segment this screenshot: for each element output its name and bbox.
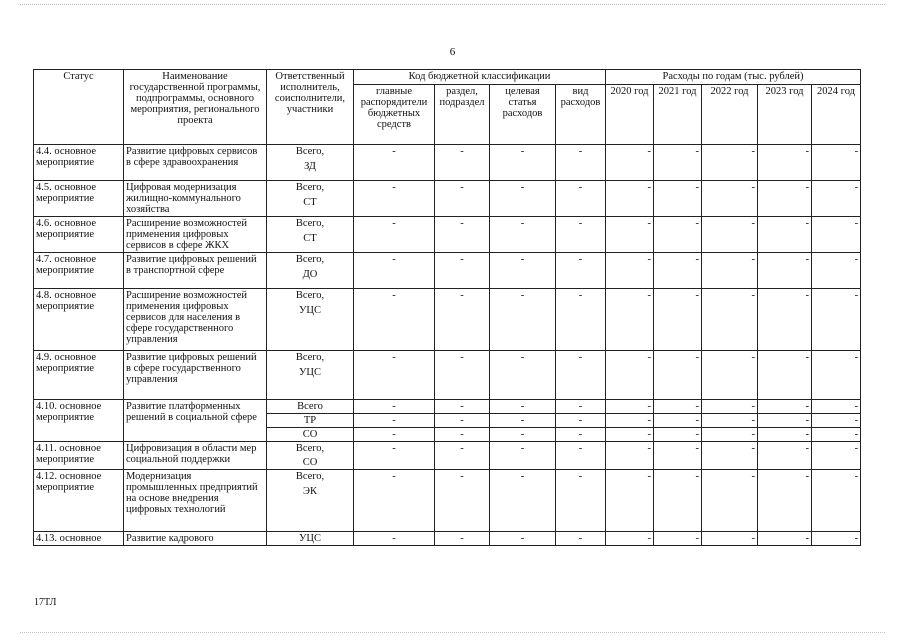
- row-executor: Всего: [267, 400, 354, 414]
- cell-section: -: [435, 428, 490, 442]
- cell-2023: -: [758, 428, 812, 442]
- cell-grbs: -: [354, 289, 435, 351]
- cell-2022: -: [702, 351, 758, 400]
- cell-2020: -: [606, 442, 654, 470]
- cell-2023: -: [758, 217, 812, 253]
- cell-2022: -: [702, 400, 758, 414]
- table-row: [34, 181, 861, 217]
- cell-2020: -: [606, 181, 654, 217]
- table-row: [34, 400, 861, 414]
- cell-2024: -: [812, 351, 861, 400]
- row-name: Развитие платформенных решений в социальной сфере: [124, 400, 267, 442]
- cell-2020: -: [606, 532, 654, 546]
- header-year-2024: 2024 год: [812, 85, 861, 145]
- header-name: Наименование государственной программы, подпрограммы, основного мероприятия, регионального проекта: [124, 70, 267, 145]
- row-status: 4.4. основное мероприятие: [34, 145, 124, 181]
- row-executor: Всего, ЗД: [267, 145, 354, 181]
- row-status: 4.6. основное мероприятие: [34, 217, 124, 253]
- cell-2021: -: [654, 351, 702, 400]
- cell-2021: -: [654, 145, 702, 181]
- cell-2022: -: [702, 289, 758, 351]
- header-budget-code: Код бюджетной классификации: [354, 70, 606, 85]
- cell-target: -: [490, 289, 556, 351]
- cell-2020: -: [606, 351, 654, 400]
- row-name: Модернизация промышленных предприятий на основе внедрения цифровых технологий: [124, 470, 267, 532]
- cell-2020: -: [606, 289, 654, 351]
- row-executor: ТР: [267, 414, 354, 428]
- header-year-2021: 2021 год: [654, 85, 702, 145]
- cell-type: -: [556, 217, 606, 253]
- cell-section: -: [435, 351, 490, 400]
- cell-type: -: [556, 428, 606, 442]
- cell-2023: -: [758, 289, 812, 351]
- cell-2024: -: [812, 253, 861, 289]
- header-year-2022: 2022 год: [702, 85, 758, 145]
- cell-type: -: [556, 145, 606, 181]
- footer-code: 17ТЛ: [34, 597, 57, 608]
- cell-2020: -: [606, 145, 654, 181]
- cell-2023: -: [758, 181, 812, 217]
- header-code-type: вид расходов: [556, 85, 606, 145]
- header-code-target: целевая статья расходов: [490, 85, 556, 145]
- cell-type: -: [556, 442, 606, 470]
- cell-grbs: -: [354, 470, 435, 532]
- cell-grbs: -: [354, 442, 435, 470]
- table-row: [34, 253, 861, 289]
- table-row: [34, 145, 861, 181]
- cell-target: -: [490, 217, 556, 253]
- cell-2022: -: [702, 442, 758, 470]
- cell-section: -: [435, 414, 490, 428]
- cell-2021: -: [654, 181, 702, 217]
- table-row: [34, 217, 861, 253]
- scan-edge-bottom: [20, 632, 885, 634]
- row-name: Цифровая модернизация жилищно-коммунального хозяйства: [124, 181, 267, 217]
- cell-target: -: [490, 428, 556, 442]
- cell-2024: -: [812, 442, 861, 470]
- header-executor: Ответственный исполнитель, соисполнители, участники: [267, 70, 354, 145]
- row-status: 4.12. основное мероприятие: [34, 470, 124, 532]
- row-executor: Всего, ЭК: [267, 470, 354, 532]
- cell-target: -: [490, 442, 556, 470]
- cell-2022: -: [702, 414, 758, 428]
- cell-type: -: [556, 253, 606, 289]
- row-executor: Всего, УЦС: [267, 289, 354, 351]
- header-expenses: Расходы по годам (тыс. рублей): [606, 70, 861, 85]
- cell-section: -: [435, 289, 490, 351]
- cell-grbs: -: [354, 351, 435, 400]
- row-name: Цифровизация в области мер социальной поддержки: [124, 442, 267, 470]
- cell-2023: -: [758, 400, 812, 414]
- cell-2024: -: [812, 400, 861, 414]
- cell-2023: -: [758, 470, 812, 532]
- cell-section: -: [435, 217, 490, 253]
- header-year-2020: 2020 год: [606, 85, 654, 145]
- cell-target: -: [490, 400, 556, 414]
- row-status: 4.9. основное мероприятие: [34, 351, 124, 400]
- cell-2021: -: [654, 289, 702, 351]
- cell-target: -: [490, 253, 556, 289]
- cell-target: -: [490, 470, 556, 532]
- header-status: Статус: [34, 70, 124, 145]
- row-status: 4.11. основное мероприятие: [34, 442, 124, 470]
- row-name: Расширение возможностей применения цифровых сервисов для населения в сфере государственного управления: [124, 289, 267, 351]
- cell-type: -: [556, 400, 606, 414]
- row-name: Развитие цифровых решений в транспортной сфере: [124, 253, 267, 289]
- cell-type: -: [556, 470, 606, 532]
- table-row: [34, 532, 861, 546]
- cell-2021: -: [654, 442, 702, 470]
- cell-2021: -: [654, 414, 702, 428]
- cell-2020: -: [606, 428, 654, 442]
- cell-2024: -: [812, 470, 861, 532]
- row-status: 4.7. основное мероприятие: [34, 253, 124, 289]
- cell-target: -: [490, 351, 556, 400]
- cell-2020: -: [606, 400, 654, 414]
- row-name: Расширение возможностей применения цифровых сервисов в сфере ЖКХ: [124, 217, 267, 253]
- cell-2022: -: [702, 470, 758, 532]
- cell-target: -: [490, 532, 556, 546]
- cell-2023: -: [758, 351, 812, 400]
- cell-2020: -: [606, 217, 654, 253]
- cell-2022: -: [702, 181, 758, 217]
- cell-grbs: -: [354, 428, 435, 442]
- header-code-grbs: главные распорядители бюджетных средств: [354, 85, 435, 145]
- cell-2024: -: [812, 145, 861, 181]
- cell-2021: -: [654, 217, 702, 253]
- budget-table: [33, 69, 861, 546]
- cell-type: -: [556, 289, 606, 351]
- cell-section: -: [435, 145, 490, 181]
- row-executor: УЦС: [267, 532, 354, 546]
- row-name: Развитие цифровых сервисов в сфере здравоохранения: [124, 145, 267, 181]
- cell-2023: -: [758, 145, 812, 181]
- row-executor: СО: [267, 428, 354, 442]
- cell-2023: -: [758, 532, 812, 546]
- cell-2020: -: [606, 414, 654, 428]
- cell-2022: -: [702, 428, 758, 442]
- cell-2024: -: [812, 414, 861, 428]
- table-row: [34, 470, 861, 532]
- row-status: 4.5. основное мероприятие: [34, 181, 124, 217]
- cell-2024: -: [812, 532, 861, 546]
- cell-grbs: -: [354, 217, 435, 253]
- cell-section: -: [435, 532, 490, 546]
- cell-2023: -: [758, 253, 812, 289]
- cell-2020: -: [606, 470, 654, 532]
- cell-2021: -: [654, 253, 702, 289]
- cell-2021: -: [654, 400, 702, 414]
- cell-2022: -: [702, 217, 758, 253]
- row-name: Развитие кадрового: [124, 532, 267, 546]
- row-executor: Всего, УЦС: [267, 351, 354, 400]
- cell-2024: -: [812, 428, 861, 442]
- cell-2022: -: [702, 253, 758, 289]
- cell-2020: -: [606, 253, 654, 289]
- cell-target: -: [490, 145, 556, 181]
- cell-2024: -: [812, 289, 861, 351]
- scan-edge-top: [20, 4, 885, 6]
- cell-type: -: [556, 414, 606, 428]
- cell-type: -: [556, 532, 606, 546]
- cell-2021: -: [654, 428, 702, 442]
- header-year-2023: 2023 год: [758, 85, 812, 145]
- cell-type: -: [556, 181, 606, 217]
- cell-type: -: [556, 351, 606, 400]
- table-row: [34, 442, 861, 470]
- cell-section: -: [435, 470, 490, 532]
- cell-2022: -: [702, 145, 758, 181]
- cell-2021: -: [654, 532, 702, 546]
- cell-target: -: [490, 181, 556, 217]
- cell-section: -: [435, 400, 490, 414]
- row-status: 4.10. основное мероприятие: [34, 400, 124, 442]
- row-executor: Всего, СТ: [267, 217, 354, 253]
- row-executor: Всего, СТ: [267, 181, 354, 217]
- header-code-section: раздел, подраздел: [435, 85, 490, 145]
- cell-target: -: [490, 414, 556, 428]
- cell-grbs: -: [354, 181, 435, 217]
- cell-grbs: -: [354, 400, 435, 414]
- cell-2023: -: [758, 442, 812, 470]
- cell-2023: -: [758, 414, 812, 428]
- cell-grbs: -: [354, 253, 435, 289]
- cell-section: -: [435, 181, 490, 217]
- cell-grbs: -: [354, 532, 435, 546]
- cell-grbs: -: [354, 145, 435, 181]
- table-row: [34, 351, 861, 400]
- row-status: 4.8. основное мероприятие: [34, 289, 124, 351]
- cell-2024: -: [812, 217, 861, 253]
- cell-2021: -: [654, 470, 702, 532]
- header-row-1: [34, 70, 861, 85]
- cell-2022: -: [702, 532, 758, 546]
- cell-2024: -: [812, 181, 861, 217]
- cell-section: -: [435, 442, 490, 470]
- cell-grbs: -: [354, 414, 435, 428]
- row-name: Развитие цифровых решений в сфере государственного управления: [124, 351, 267, 400]
- page-number: 6: [449, 46, 456, 58]
- row-executor: Всего, ДО: [267, 253, 354, 289]
- table-row: [34, 289, 861, 351]
- cell-section: -: [435, 253, 490, 289]
- row-executor: Всего, СО: [267, 442, 354, 470]
- row-status: 4.13. основное: [34, 532, 124, 546]
